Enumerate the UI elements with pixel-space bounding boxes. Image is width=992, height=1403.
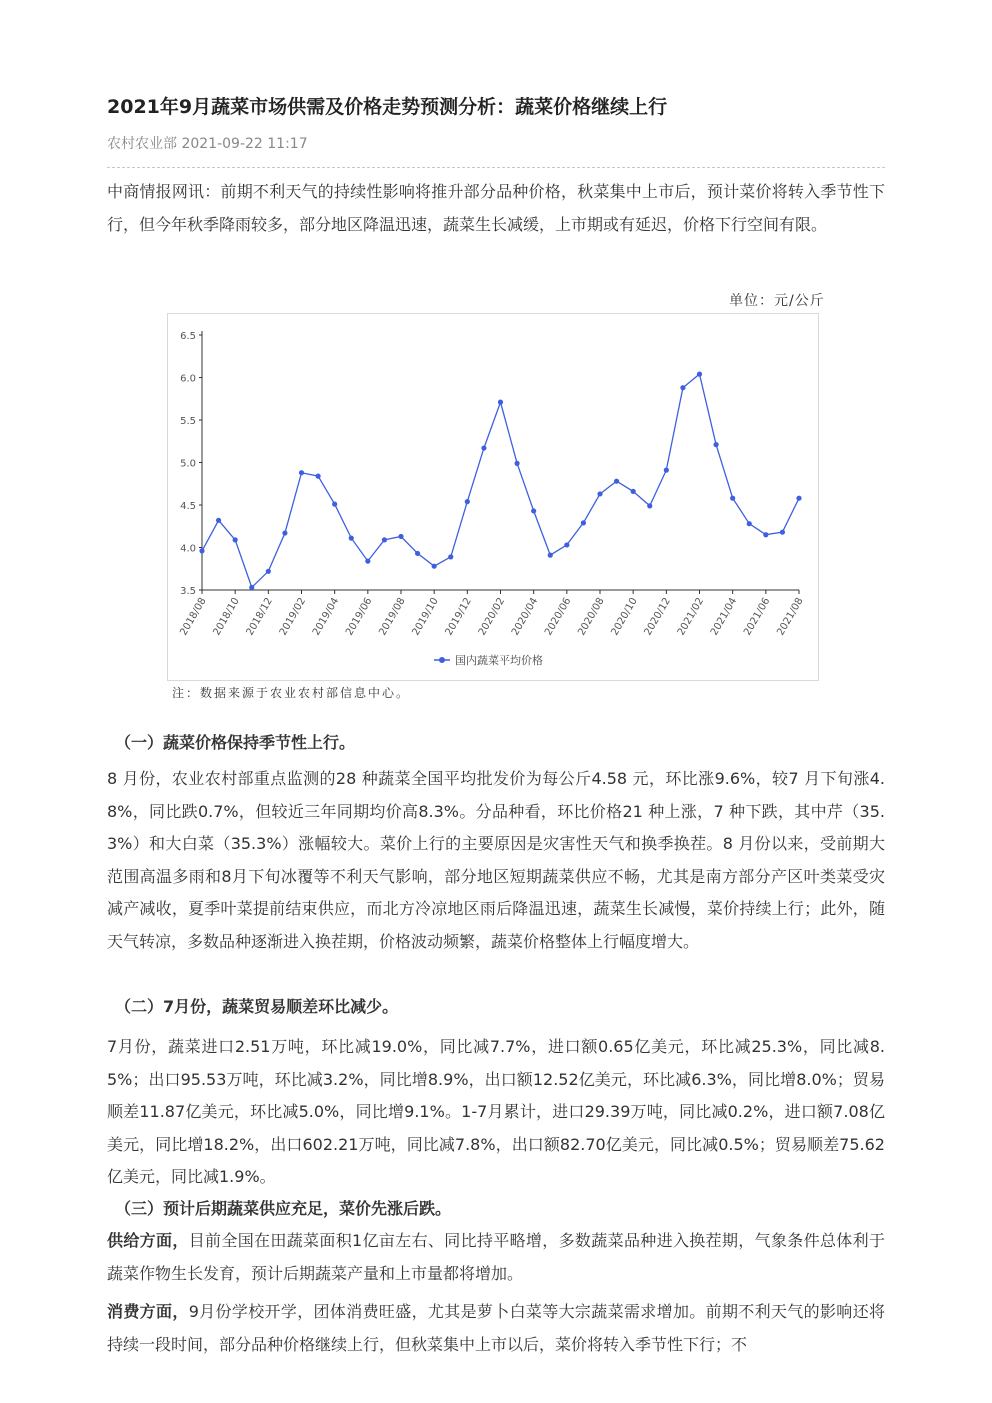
- y-tick-label: 5.0: [180, 458, 196, 470]
- y-tick-label: 4.0: [180, 543, 196, 555]
- x-tick-label: 2019/12: [443, 596, 474, 638]
- data-point: [349, 536, 354, 541]
- x-tick-label: 2020/12: [642, 596, 673, 638]
- x-tick-label: 2021/02: [675, 596, 707, 638]
- series-line: [202, 374, 799, 587]
- data-point: [631, 489, 636, 494]
- y-tick-label: 6.5: [180, 331, 196, 342]
- data-point: [282, 530, 287, 535]
- y-tick-label: 5.5: [180, 416, 196, 427]
- x-tick-label: 2019/02: [277, 596, 309, 638]
- x-tick-label: 2019/10: [410, 596, 441, 638]
- data-point: [680, 385, 685, 390]
- section3-heading: （三）预计后期蔬菜供应充足，菜价先涨后跌。: [115, 1199, 452, 1218]
- x-tick-label: 2020/04: [509, 596, 541, 638]
- section1-paragraph: 8 月份，农业农村部重点监测的28 种蔬菜全国平均批发价为每公斤4.58 元，环比涨9.6%，较7 月下旬涨4.8%，同比跌0.7%，但较近三年同期均价高8.3%。分品种看，环比价格21 种上涨，7 种下跌，其中芹（35.3%）和大白菜（35.3%）涨幅较大。菜价上行的主要原因是灾害性天气和换季换茬。8 月份以来，受前期大范围高温多雨和8月下旬冰覆等不利天气影响，部分地区短期蔬菜供应不畅，尤其是南方部分产区叶类菜受灾减产减收，夏季叶菜提前结束供应，而北方冷凉地区雨后降温迅速，蔬菜生长减慢，菜价持续上行；此外，随天气转凉，多数品种逐渐进入换茬期，价格波动频繁，蔬菜价格整体上行幅度增大。: [107, 769, 885, 951]
- supply-paragraph: [107, 1225, 885, 1290]
- x-tick-label: 2021/06: [742, 596, 773, 638]
- x-tick-label: 2021/08: [775, 596, 806, 638]
- data-point: [597, 491, 602, 496]
- data-point: [531, 508, 536, 513]
- article-meta: 农村农业部 2021-09-22 11:17: [107, 136, 308, 152]
- y-tick-label: 3.5: [180, 586, 196, 597]
- data-point: [266, 569, 271, 574]
- data-point: [448, 554, 453, 559]
- supply-text: 目前全国在田蔬菜面积1亿亩左右、同比持平略增，多数蔬菜品种进入换茬期，气象条件总体利于蔬菜作物生长发育，预计后期蔬菜产量和上市量都将增加。: [107, 1231, 885, 1283]
- data-point: [199, 548, 204, 553]
- data-point: [398, 534, 403, 539]
- article-title: 2021年9月蔬菜市场供需及价格走势预测分析：蔬菜价格继续上行: [107, 96, 668, 118]
- supply-label: 供给方面，: [107, 1231, 189, 1250]
- x-tick-label: 2019/04: [310, 596, 342, 638]
- data-point: [249, 585, 254, 590]
- demand-label: 消费方面，: [107, 1302, 189, 1321]
- x-tick-label: 2018/10: [211, 596, 242, 638]
- data-point: [581, 520, 586, 525]
- data-point: [664, 468, 669, 473]
- section2-paragraph: 7月份，蔬菜进口2.51万吨，环比减19.0%，同比减7.7%，进口额0.65亿美元，环比减25.3%，同比减8.5%；出口95.53万吨，环比减3.2%，同比增8.9%，出口额12.52亿美元，环比减6.3%，同比增8.0%；贸易顺差11.87亿美元，环比减5.0%，同比增9.1%。1-7月累计，进口29.39万吨，同比减0.2%，进口额7.08亿美元，同比增18.2%，出口602.21万吨，同比减7.8%，出口额82.70亿美元，同比减0.5%；贸易顺差75.62亿美元，同比减1.9%。: [107, 1037, 885, 1186]
- data-point: [647, 503, 652, 508]
- data-point: [415, 551, 420, 556]
- data-point: [697, 372, 702, 377]
- legend-label: 国内蔬菜平均价格: [455, 654, 543, 667]
- data-point: [365, 559, 370, 564]
- data-point: [332, 502, 337, 507]
- data-point: [614, 479, 619, 484]
- data-point: [713, 442, 718, 447]
- data-point: [465, 499, 470, 504]
- section2-heading: （二）7月份，蔬菜贸易顺差环比减少。: [115, 997, 399, 1016]
- divider: [107, 167, 885, 168]
- data-point: [780, 530, 785, 535]
- data-source-note: 注：数据来源于农业农村部信息中心。: [172, 686, 411, 700]
- data-point: [548, 553, 553, 558]
- data-point: [481, 445, 486, 450]
- data-point: [498, 400, 503, 405]
- x-tick-label: 2019/06: [344, 596, 375, 638]
- x-tick-label: 2019/08: [377, 596, 408, 638]
- data-point: [299, 470, 304, 475]
- data-point: [216, 518, 221, 523]
- data-point: [763, 532, 768, 537]
- demand-text: 9月份学校开学，团体消费旺盛，尤其是萝卜白菜等大宗蔬菜需求增加。前期不利天气的影响还将持续一段时间，部分品种价格继续上行，但秋菜集中上市以后，菜价将转入季节性下行；不: [107, 1302, 885, 1354]
- section1-heading: （一）蔬菜价格保持季节性上行。: [115, 733, 356, 752]
- x-tick-label: 2021/04: [708, 596, 740, 638]
- data-point: [382, 537, 387, 542]
- price-line-chart: [168, 314, 818, 680]
- demand-paragraph: [107, 1296, 885, 1361]
- legend-marker: [439, 657, 445, 663]
- chart-unit-label: 单位：元/公斤: [729, 293, 825, 309]
- x-tick-label: 2020/06: [543, 596, 574, 638]
- data-point: [315, 474, 320, 479]
- y-tick-label: 4.5: [180, 501, 196, 512]
- data-point: [730, 496, 735, 501]
- y-tick-label: 6.0: [180, 373, 196, 385]
- data-point: [233, 537, 238, 542]
- x-tick-label: 2020/02: [476, 596, 508, 638]
- intro-paragraph: 中商情报网讯：前期不利天气的持续性影响将推升部分品种价格，秋菜集中上市后，预计菜价将转入季节性下行，但今年秋季降雨较多，部分地区降温迅速，蔬菜生长减缓，上市期或有延迟，价格下行空间有限。: [107, 182, 885, 234]
- data-point: [747, 521, 752, 526]
- data-point: [514, 461, 519, 466]
- x-tick-label: 2020/10: [609, 596, 640, 638]
- price-chart: [167, 313, 819, 681]
- data-point: [796, 496, 801, 501]
- data-point: [432, 564, 437, 569]
- x-tick-label: 2020/08: [576, 596, 607, 638]
- x-tick-label: 2018/08: [178, 596, 209, 638]
- x-tick-label: 2018/12: [244, 596, 275, 638]
- data-point: [564, 542, 569, 547]
